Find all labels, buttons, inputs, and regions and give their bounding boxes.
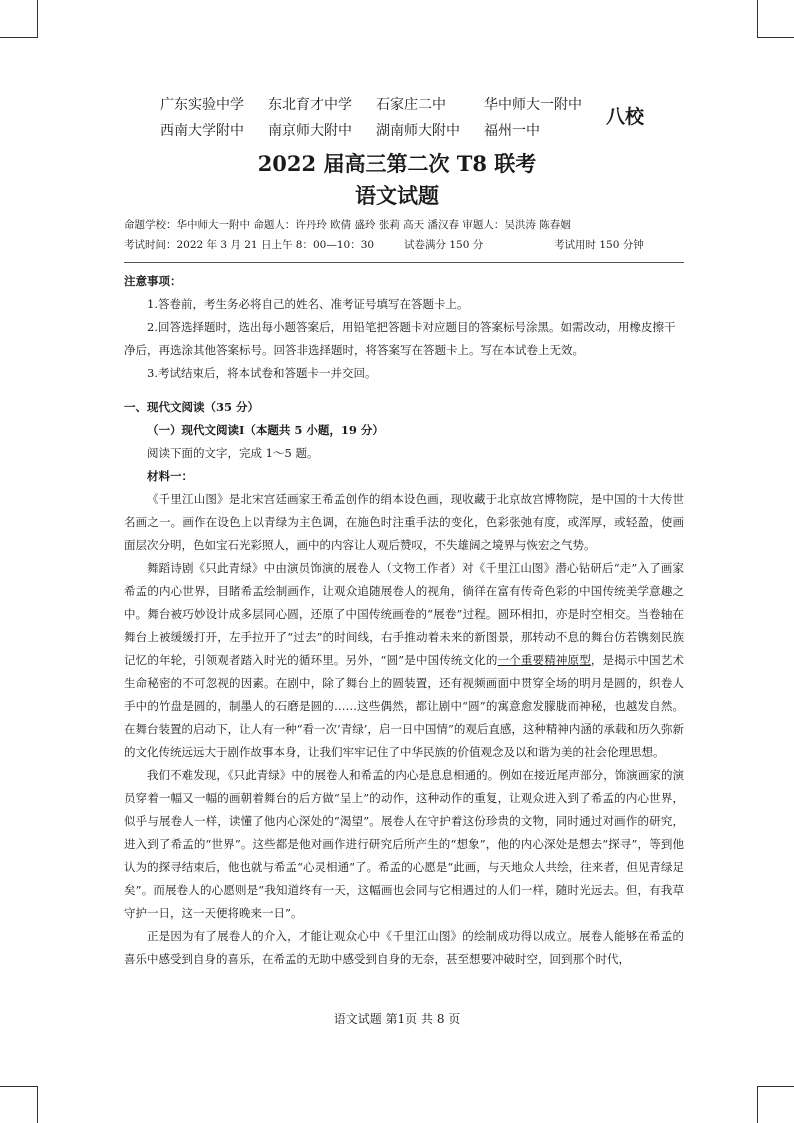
crop-mark-bottom-right-v bbox=[757, 1086, 759, 1123]
underlined-phrase: 一个重要精神原型 bbox=[497, 653, 591, 667]
paragraph-3: 我们不难发现，《只此青绿》中的展卷人和希孟的内心是息息相通的。例如在接近尾声部分，饰演画家的演员穿着一幅又一幅的画朝着舞台的后方做“呈上”的动作，这种动作的重复，让观众进入到了希孟的内心世界，似乎与展卷人一样，读懂了他内心深处的“渴望”。展卷人在守护着这份珍贵的文物，同时通过对画作的研究，进入到了希孟的“世界”。这些都是他对画作进行研究后所产生的“想象”，他的内心深处是想去“探寻”，等到他认为的探寻结束后，他也就与希孟“心灵相通”了。希孟的心愿是“此画，与天地众人共绘，往来者，但见青绿足矣”。而展卷人的心愿则是“我知道终有一天，这幅画也会同与它相遇过的人们一样，随时光远去。但，有我草守护一日，这一天便将晚来一日”。 bbox=[124, 768, 684, 920]
exam-meta bbox=[124, 215, 684, 255]
school-list bbox=[160, 92, 600, 144]
paragraph-2-part-a: 舞蹈诗剧《只此青绿》中由演员饰演的展卷人（文物工作者）对《千里江山图》潜心钻研后“走”入了画家希孟的内心世界，目睹希孟绘制画作，让观众追随展卷人的视角，徜徉在富有传奇色彩的中国传统美学意趣之中。舞台被巧妙设计成多层同心圆，还原了中国传统画卷的“展卷”过程。圆环相扣，亦是时空相交。当卷轴在舞台上被缓缓打开，左手拉开了“过去”的时间线，右手推动着未来的新图景，那转动不息的舞台仿若镌刻民族记忆的年轮，引领观者踏入时光的循环里。另外，“圆”是中国传统文化的 bbox=[124, 561, 684, 667]
crop-mark-top-right-v bbox=[757, 0, 759, 38]
school-name: 西南大学附中 bbox=[160, 123, 244, 139]
section-heading: 一、现代文阅读（35 分） bbox=[124, 400, 260, 414]
school-name: 广东实验中学 bbox=[160, 97, 244, 113]
school-name: 石家庄二中 bbox=[376, 97, 446, 113]
notice-heading: 注意事项： bbox=[124, 274, 182, 288]
crop-mark-bottom-left-h bbox=[0, 1086, 38, 1088]
crop-mark-top-right-h bbox=[757, 37, 794, 39]
header-divider bbox=[124, 262, 684, 263]
school-name: 湖南师大附中 bbox=[376, 123, 460, 139]
paragraph-1: 《千里江山图》是北宋宫廷画家王希孟创作的绢本设色画，现收藏于北京故宫博物院，是中国的十大传世名画之一。画作在设色上以青绿为主色调，在施色时注重手法的变化，色彩张弛有度，或浑厚，或轻盈，使画面层次分明，色如宝石光彩照人，画中的内容让人观后赞叹，不失雄阔之境界与恢宏之气势。 bbox=[124, 492, 684, 552]
exam-duration: 考试用时 150 分钟 bbox=[554, 239, 644, 251]
full-score: 试卷满分 150 分 bbox=[404, 239, 484, 251]
school-name: 华中师大一附中 bbox=[484, 97, 582, 113]
material-label: 材料一： bbox=[147, 469, 193, 483]
instruction: 阅读下面的文字，完成 1～5 题。 bbox=[147, 446, 319, 460]
authors-line: 命题学校：华中师大一附中 命题人：许丹玲 欧倩 盛玲 张莉 高天 潘汉春 审题人：吴洪涛 陈春姻 bbox=[124, 219, 571, 231]
exam-title: 2022 届高三第二次 T8 联考 bbox=[257, 151, 537, 176]
paragraph-4: 正是因为有了展卷人的介入，才能让观众心中《千里江山图》的绘制成功得以成立。展卷人能够在希孟的喜乐中感受到自身的喜乐，在希孟的无助中感受到自身的无奈，甚至想要冲破时空，回到那个时代， bbox=[124, 929, 684, 966]
school-row-2 bbox=[160, 118, 600, 144]
eight-schools-badge: 八校 bbox=[606, 106, 645, 128]
crop-mark-top-left-v bbox=[37, 0, 39, 38]
school-name: 南京师大附中 bbox=[268, 123, 352, 139]
notice-item: 3.考试结束后，将本试卷和答题卡一并交回。 bbox=[147, 366, 377, 380]
school-name: 福州一中 bbox=[484, 123, 540, 139]
exam-subject-title: 语文试题 bbox=[355, 183, 439, 208]
subsection-heading: （一）现代文阅读Ⅰ（本题共 5 小题，19 分） bbox=[147, 423, 384, 437]
exam-time: 考试时间：2022 年 3 月 21 日上午 8：00—10：30 bbox=[124, 239, 375, 251]
paragraph-2 bbox=[124, 557, 684, 764]
notice-item: 2.回答选择题时，选出每小题答案后，用铅笔把答题卡对应题目的答案标号涂黑。如需改动，用橡皮擦干净后，再选涂其他答案标号。回答非选择题时，将答案写在答题卡上。写在本试卷上无效。 bbox=[124, 320, 676, 357]
crop-mark-bottom-left-v bbox=[37, 1086, 39, 1123]
page-footer: 语文试题 第1页 共 8 页 bbox=[333, 1012, 461, 1026]
crop-mark-bottom-right-h bbox=[757, 1086, 794, 1088]
notice-item: 1.答卷前，考生务必将自己的姓名、准考证号填写在答题卡上。 bbox=[147, 297, 469, 311]
reading-section bbox=[124, 396, 684, 971]
time-line bbox=[124, 235, 684, 255]
paragraph-2-part-b: ，是揭示中国艺术生命秘密的不可忽视的因素。在剧中，除了舞台上的圆装置，还有视频画面中贯穿全场的明月是圆的，织卷人手中的竹盘是圆的，制墨人的石磨是圆的……这些偶然，都让剧中“圆”的寓意愈发朦胧而神秘，也越发自然。在舞台装置的启动下，让人有一种“看一次‘青绿’，启一日中国情”的观后直感，这种精神内涵的承载和历久弥新的文化传统远远大于剧作故事本身，让我们牢牢记住了中华民族的价值观念及以和谐为美的社会伦理思想。 bbox=[124, 653, 685, 759]
school-row-1 bbox=[160, 92, 600, 118]
school-name: 东北育才中学 bbox=[268, 97, 352, 113]
crop-mark-top-left-h bbox=[0, 37, 38, 39]
notice-section bbox=[124, 270, 684, 385]
